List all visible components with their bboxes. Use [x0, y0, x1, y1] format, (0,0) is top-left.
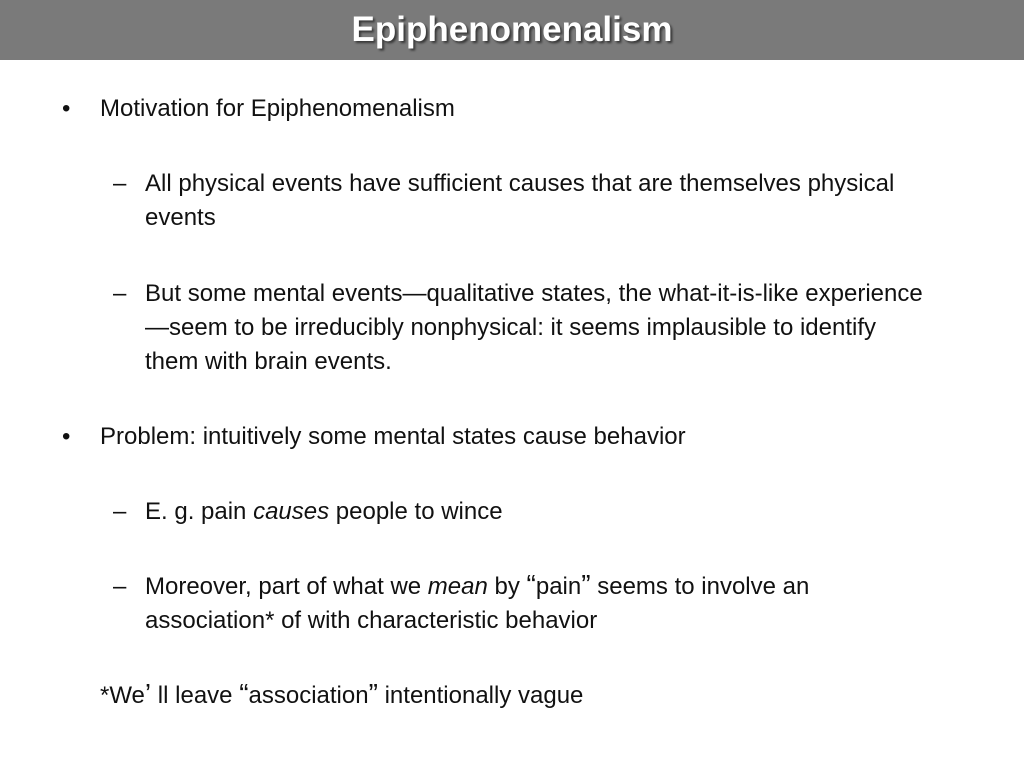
slide-title: Epiphenomenalism [351, 10, 673, 49]
bullet-text: Motivation for Epiphenomenalism [100, 95, 455, 122]
sub-bullet-item [113, 495, 933, 529]
quoted-text: pain [535, 573, 582, 600]
text-run: by [487, 573, 527, 600]
open-quote: “ [526, 569, 536, 600]
sub-bullet-text: All physical events have sufficient causes that are themselves physical events [145, 170, 895, 231]
text-run: *We [100, 682, 145, 709]
emphasis-text: causes [253, 498, 330, 525]
text-run: Moreover, part of what we [145, 573, 428, 600]
sub-bullet-text [113, 495, 933, 529]
open-quote: “ [239, 678, 249, 709]
sub-bullet-item [113, 167, 933, 235]
text-run: seems to involve an association* of with characteristic behavior [145, 573, 810, 634]
emphasis-text: mean [427, 573, 488, 600]
bullet-marker: • [62, 423, 71, 450]
sub-bullet-item [113, 277, 933, 379]
bullet-marker: • [62, 95, 71, 122]
quoted-text: association [248, 682, 369, 709]
text-run: ll leave [151, 682, 240, 709]
dash-marker: – [113, 573, 127, 600]
close-quote: ” [581, 569, 591, 600]
footnote-text [100, 679, 920, 713]
dash-marker: – [113, 280, 127, 307]
text-run: E. g. pain [145, 498, 254, 525]
bullet-item [62, 92, 962, 126]
close-quote: ” [368, 678, 378, 709]
bullet-item [62, 420, 962, 454]
apostrophe: ’ [144, 678, 152, 709]
bullet-text: Problem: intuitively some mental states cause behavior [100, 423, 686, 450]
sub-bullet-item [113, 570, 943, 638]
footnote [100, 679, 920, 713]
text-run: people to wince [329, 498, 503, 525]
text-run: intentionally vague [377, 682, 584, 709]
dash-marker: – [113, 170, 127, 197]
dash-marker: – [113, 498, 127, 525]
sub-bullet-text: But some mental events—qualitative states, the what-it-is-like experience—seem to be irreducibly nonphysical: it seems implausible to identify them with brain events. [145, 280, 923, 375]
sub-bullet-text [113, 570, 943, 638]
